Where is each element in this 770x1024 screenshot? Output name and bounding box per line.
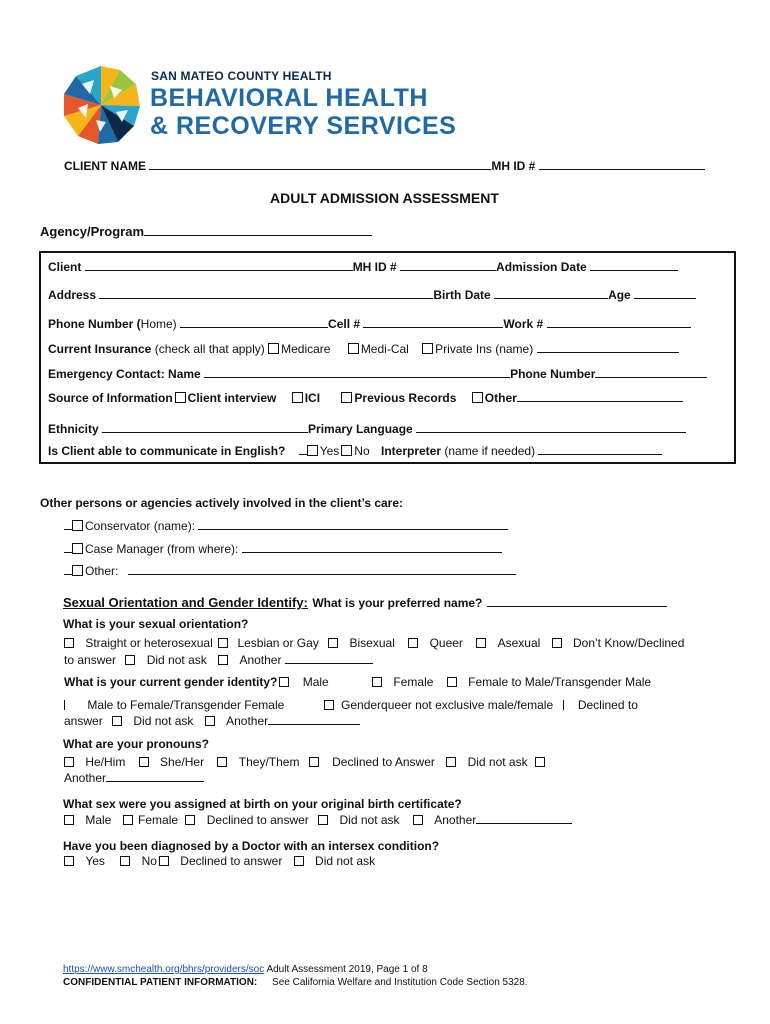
source-row — [48, 390, 683, 405]
client-name-field[interactable] — [149, 158, 491, 170]
agency-field[interactable] — [144, 224, 372, 236]
other-source-checkbox[interactable] — [472, 392, 483, 403]
client-row — [48, 259, 678, 274]
they-them-checkbox[interactable] — [217, 757, 227, 767]
asexual-label: Asexual — [497, 636, 541, 650]
preferred-name-field[interactable] — [487, 595, 667, 607]
communicate-label: Is Client able to communicate in English? — [48, 444, 286, 458]
birth-another-checkbox[interactable] — [413, 815, 423, 825]
birth-date-label: Birth Date — [433, 288, 491, 302]
check-all-label: (check all that apply) — [154, 342, 265, 356]
lesbian-gay-label: Lesbian or Gay — [237, 636, 319, 650]
address-label: Address — [48, 288, 97, 302]
straight-label: Straight or heterosexual — [85, 636, 213, 650]
page-title: ADULT ADMISSION ASSESSMENT — [270, 190, 499, 206]
private-ins-label: Private Ins (name) — [435, 342, 534, 356]
other-person-checkbox[interactable] — [72, 565, 83, 576]
address-row — [48, 287, 696, 302]
other-source-label: Other — [484, 391, 517, 405]
client-name-row — [64, 158, 705, 173]
conservator-row — [64, 518, 508, 533]
declined-pronoun-checkbox[interactable] — [309, 757, 319, 767]
mtf-checkbox[interactable] — [64, 700, 68, 710]
emergency-label: Emergency Contact: Name — [48, 367, 201, 381]
source-label: Source of Information — [48, 391, 173, 405]
birth-did-not-ask-checkbox[interactable] — [318, 815, 328, 825]
address-field[interactable] — [99, 287, 433, 299]
client-name-label: CLIENT NAME — [64, 159, 146, 173]
pronouns-row1 — [64, 755, 545, 769]
orientation-row1 — [64, 636, 684, 650]
case-manager-row — [64, 541, 502, 556]
birth-female-label: Female — [138, 813, 179, 827]
ftm-label: Female to Male/Transgender Male — [468, 675, 652, 689]
another-orientation-field[interactable] — [285, 652, 373, 664]
birth-did-not-ask-label: Did not ask — [339, 813, 400, 827]
intersex-no-label: No — [141, 854, 157, 868]
mh-id-field[interactable] — [539, 158, 705, 170]
previous-records-label: Previous Records — [354, 391, 457, 405]
did-not-ask-pronoun-checkbox[interactable] — [446, 757, 456, 767]
interpreter-field[interactable] — [538, 443, 662, 455]
other-person-label: Other: — [85, 564, 119, 578]
intersex-declined-label: Declined to answer — [180, 854, 283, 868]
declined-pronoun-label: Declined to Answer — [332, 755, 435, 769]
case-manager-checkbox[interactable] — [72, 543, 83, 554]
primary-language-label: Primary Language — [308, 422, 413, 436]
declined-to-label: Declined to — [577, 698, 638, 712]
orientation-row2 — [64, 652, 373, 667]
footer-code: See California Welfare and Institution Code Section 5328. — [272, 977, 528, 988]
medical-checkbox[interactable] — [348, 343, 359, 354]
male-label: Male — [302, 675, 329, 689]
english-no-checkbox[interactable] — [341, 445, 352, 456]
cell-phone-field[interactable] — [363, 316, 503, 328]
did-not-ask-gender-label: Did not ask — [133, 714, 194, 728]
asexual-checkbox[interactable] — [476, 638, 486, 648]
age-label: Age — [608, 288, 631, 302]
gender-row1 — [64, 675, 651, 689]
ethnicity-label: Ethnicity — [48, 422, 99, 436]
case-manager-blank — [64, 541, 72, 553]
footer-page-info: Adult Assessment 2019, Page 1 of 8 — [266, 964, 428, 975]
other-source-field[interactable] — [517, 390, 683, 402]
intersex-question: Have you been diagnosed by a Doctor with an intersex condition? — [63, 839, 440, 853]
client-mh-id-label: MH ID # — [352, 260, 397, 274]
genderqueer-label: Genderqueer not exclusive male/female — [341, 698, 554, 712]
previous-records-checkbox[interactable] — [341, 392, 352, 403]
english-yes-label: Yes — [319, 444, 340, 458]
current-insurance-label: Current Insurance — [48, 342, 152, 356]
work-phone-field[interactable] — [547, 316, 691, 328]
dont-know-checkbox[interactable] — [552, 638, 562, 648]
client-mh-id-field[interactable] — [400, 259, 496, 271]
client-interview-label: Client interview — [187, 391, 277, 405]
straight-checkbox[interactable] — [64, 638, 74, 648]
medical-label: Medi-Cal — [360, 342, 409, 356]
did-not-ask-checkbox[interactable] — [125, 655, 135, 665]
another-gender-checkbox[interactable] — [205, 716, 215, 726]
emergency-phone-label: Phone Number — [510, 367, 596, 381]
birth-declined-label: Declined to answer — [206, 813, 309, 827]
client-label: Client — [48, 260, 82, 274]
client-interview-checkbox[interactable] — [175, 392, 186, 403]
others-heading: Other persons or agencies actively involved in the client’s care: — [40, 496, 404, 510]
home-phone-field[interactable] — [180, 316, 328, 328]
bisexual-checkbox[interactable] — [328, 638, 338, 648]
he-him-checkbox[interactable] — [64, 757, 74, 767]
medicare-label: Medicare — [281, 342, 331, 356]
birth-female-checkbox[interactable] — [123, 815, 133, 825]
birth-another-field[interactable] — [476, 812, 572, 824]
other-person-field[interactable] — [128, 563, 516, 575]
cell-label: Cell # — [328, 317, 361, 331]
admission-date-label: Admission Date — [496, 260, 587, 274]
footer-confidential: CONFIDENTIAL PATIENT INFORMATION: — [63, 977, 258, 988]
ici-label: ICI — [304, 391, 321, 405]
emergency-row — [48, 366, 707, 381]
another-pronoun-label: Another — [64, 771, 107, 785]
yes-blank — [299, 443, 307, 455]
female-label: Female — [393, 675, 434, 689]
english-yes-checkbox[interactable] — [307, 445, 318, 456]
another-pronoun-checkbox[interactable] — [535, 757, 545, 767]
intersex-did-not-ask-checkbox[interactable] — [294, 856, 304, 866]
age-field[interactable] — [634, 287, 696, 299]
answer-label: answer — [64, 714, 103, 728]
did-not-ask-pronoun-label: Did not ask — [467, 755, 528, 769]
he-him-label: He/Him — [85, 755, 126, 769]
phone-number-label: Phone Number ( — [48, 317, 141, 331]
another-orientation-checkbox[interactable] — [218, 655, 228, 665]
logo-line1: SAN MATEO COUNTY HEALTH — [151, 69, 332, 83]
home-label: Home) — [140, 317, 177, 331]
another-gender-label: Another — [226, 714, 269, 728]
intersex-declined-checkbox[interactable] — [159, 856, 169, 866]
pronouns-question: What are your pronouns? — [63, 737, 210, 751]
female-checkbox[interactable] — [372, 677, 382, 687]
birth-sex-row — [64, 812, 572, 827]
sogi-title: Sexual Orientation and Gender Identify: — [63, 595, 308, 610]
logo-line3: & RECOVERY SERVICES — [150, 112, 457, 140]
another-orientation-label: Another — [239, 653, 282, 667]
intersex-yes-checkbox[interactable] — [64, 856, 74, 866]
another-pronoun-field[interactable] — [106, 770, 204, 782]
agency-row — [40, 224, 372, 239]
ici-checkbox[interactable] — [292, 392, 303, 403]
declined-gender-checkbox[interactable] — [560, 700, 564, 710]
other-person-row — [64, 563, 516, 578]
dont-know-label: Don’t Know/Declined — [573, 636, 685, 650]
intersex-yes-label: Yes — [85, 854, 105, 868]
agency-label: Agency/Program — [40, 224, 145, 239]
queer-checkbox[interactable] — [408, 638, 418, 648]
another-gender-field[interactable] — [268, 713, 360, 725]
gender-row3 — [64, 713, 360, 728]
birth-male-label: Male — [85, 813, 112, 827]
conservator-field[interactable] — [198, 518, 508, 530]
gender-row2 — [64, 698, 638, 712]
logo-line2: BEHAVIORAL HEALTH — [150, 84, 428, 112]
gender-question: What is your current gender identity? — [64, 675, 278, 689]
ethnicity-field[interactable] — [102, 421, 308, 433]
emergency-phone-field[interactable] — [595, 366, 707, 378]
ftm-checkbox[interactable] — [447, 677, 457, 687]
work-label: Work # — [503, 317, 544, 331]
sogi-title-row — [63, 594, 667, 612]
male-checkbox[interactable] — [279, 677, 289, 687]
mh-id-label: MH ID # — [491, 159, 536, 173]
queer-label: Queer — [429, 636, 463, 650]
footer-line2 — [63, 977, 528, 988]
birth-male-checkbox[interactable] — [64, 815, 74, 825]
client-field[interactable] — [85, 259, 353, 271]
orientation-question: What is your sexual orientation? — [63, 617, 249, 631]
insurance-row — [48, 341, 679, 356]
case-manager-label: Case Manager (from where): — [85, 542, 239, 556]
genderqueer-checkbox[interactable] — [324, 700, 334, 710]
conservator-label: Conservator (name): — [85, 519, 196, 533]
admission-date-field[interactable] — [590, 259, 678, 271]
conservator-blank — [64, 518, 72, 530]
birth-declined-checkbox[interactable] — [185, 815, 195, 825]
bisexual-label: Bisexual — [349, 636, 395, 650]
mtf-label: Male to Female/Transgender Female — [87, 698, 285, 712]
interpreter-label: Interpreter — [380, 444, 442, 458]
ethnicity-row — [48, 421, 686, 436]
interpreter-hint: (name if needed) — [444, 444, 536, 458]
lesbian-gay-checkbox[interactable] — [218, 638, 228, 648]
birth-sex-question: What sex were you assigned at birth on your original birth certificate? — [63, 797, 462, 811]
other-person-blank — [64, 563, 72, 575]
birth-date-field[interactable] — [494, 287, 608, 299]
medicare-checkbox[interactable] — [268, 343, 279, 354]
to-answer-label: to answer — [64, 653, 117, 667]
footer-line1 — [63, 964, 428, 975]
emergency-name-field[interactable] — [204, 366, 510, 378]
pronouns-row2 — [64, 770, 204, 785]
did-not-ask-label: Did not ask — [146, 653, 207, 667]
birth-another-label: Another — [434, 813, 477, 827]
communicate-row — [48, 443, 662, 458]
she-her-checkbox[interactable] — [139, 757, 149, 767]
logo-mosaic-icon — [60, 64, 142, 146]
primary-language-field[interactable] — [416, 421, 686, 433]
she-her-label: She/Her — [160, 755, 205, 769]
footer-link[interactable]: https://www.smchealth.org/bhrs/providers/soc — [63, 964, 265, 975]
they-them-label: They/Them — [238, 755, 300, 769]
conservator-checkbox[interactable] — [72, 520, 83, 531]
private-ins-checkbox[interactable] — [422, 343, 433, 354]
preferred-name-label: What is your preferred name? — [312, 596, 483, 610]
english-no-label: No — [354, 444, 370, 458]
phone-row — [48, 316, 691, 331]
did-not-ask-gender-checkbox[interactable] — [112, 716, 122, 726]
intersex-did-not-ask-label: Did not ask — [315, 854, 376, 868]
intersex-no-checkbox[interactable] — [120, 856, 130, 866]
case-manager-field[interactable] — [242, 541, 502, 553]
intersex-row — [64, 854, 375, 868]
private-ins-field[interactable] — [537, 341, 679, 353]
